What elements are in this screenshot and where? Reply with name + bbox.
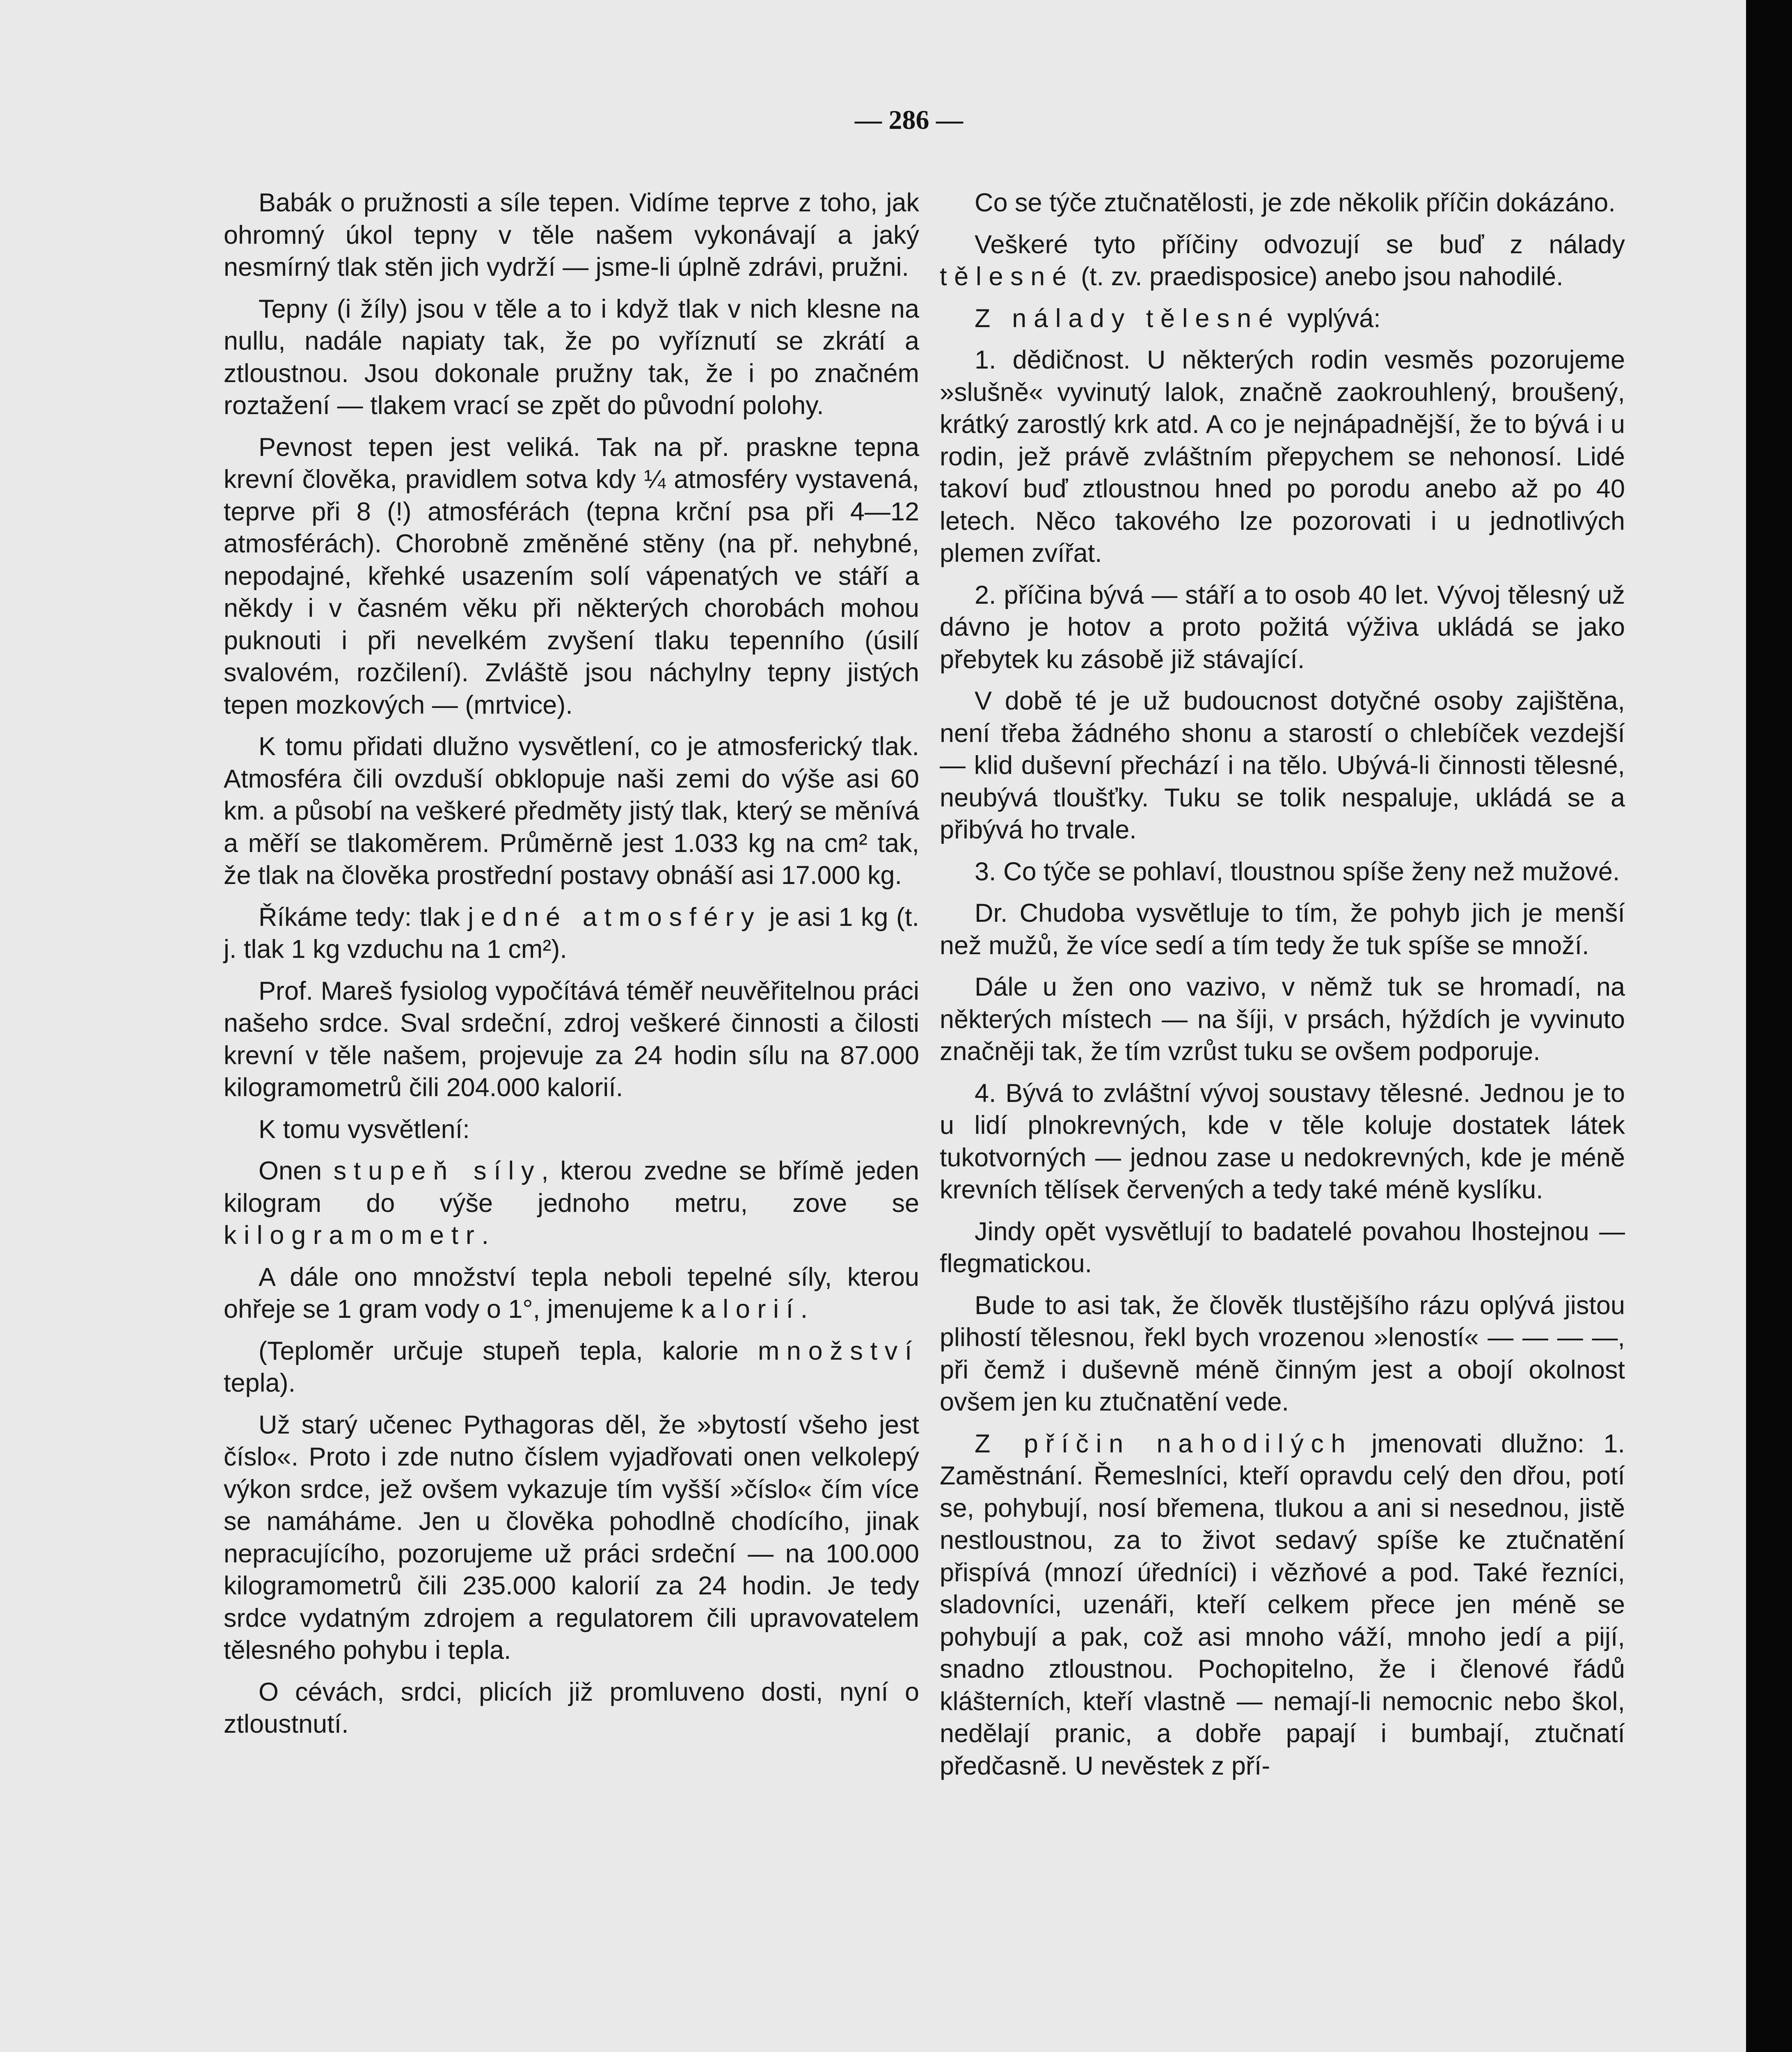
text-run: Jindy opět vysvětlují to badatelé povahou lhostejnou — flegmatickou. [940,1217,1625,1278]
paragraph [224,293,919,422]
paragraph [224,431,919,721]
text-run: . [800,1295,808,1324]
text-run: K tomu přidati dlužno vysvětlení, co je atmosferický tlak. Atmosféra čili ovzduší obklopuje naši zemi do výše asi 60 km. a působí na veškeré předměty jistý tlak, který se měnívá a měří se tlakoměrem. Průměrně jest 1.033 kg na cm² tak, že tlak na člověka prostřední postavy obnáší asi 17.000 kg. [224,732,919,890]
spaced-emphasis: stupeň síly [333,1157,542,1185]
text-run: (t. zv. praedisposice) anebo jsou nahodilé. [1073,262,1563,291]
paragraph [940,1428,1625,1782]
spaced-emphasis: množství [758,1336,919,1365]
scan-border [1746,0,1792,2052]
text-run: 2. příčina bývá — stáří a to osob 40 let. Vývoj tělesný už dávno je hotov a proto požitá výživa ukládá se jako přebytek ku zásobě již stávající. [940,580,1625,674]
text-run: 3. Co týče se pohlaví, tloustnou spíše ženy než mužové. [975,857,1620,886]
paragraph [940,187,1625,219]
paragraph [224,1155,919,1252]
text-run: A dále ono množství tepla neboli tepelné síly, kterou ohřeje se 1 gram vody o 1°, jmenujeme [224,1262,919,1324]
paragraph [940,897,1625,962]
spaced-emphasis: kalorií [681,1295,801,1324]
text-run: Dr. Chudoba vysvětluje to tím, že pohyb jich je menší než mužů, že více sedí a tím tedy že tuk spíše se množí. [940,899,1625,960]
text-run: vyplývá: [1280,304,1381,333]
paragraph [224,901,919,966]
page-number: — 286 — [855,105,963,135]
paragraph [224,1676,919,1741]
text-run: Prof. Mareš fysiolog vypočítává téměř neuvěřitelnou práci našeho srdce. Sval srdeční, zdroj veškeré činnosti a čilosti krevní v těle našem, projevuje za 24 hodin sílu na 87.000 kilogramometrů čili 204.000 kalorií. [224,976,919,1102]
text-run: tepla). [224,1369,296,1397]
paragraph [224,1335,919,1399]
paragraph [224,187,919,284]
spaced-emphasis: jedné atmosféry [468,902,762,932]
text-run: Tepny (i žíly) jsou v těle a to i když tlak v nich klesne na nullu, nadále napiaty tak, že po vyříznutí se zkrátí a ztloustnou. Jsou dokonale pružny tak, že i po značném roztažení — tlakem vrací se zpět do původní polohy. [224,294,919,420]
text-run: je asi 1 kg (t. j. tlak 1 kg vzduchu na 1 cm²). [224,902,919,964]
text-run: Onen [259,1157,334,1185]
paragraph [940,1216,1625,1280]
spaced-emphasis: tělesné [940,262,1074,291]
paragraph [940,971,1625,1068]
text-run: Babák o pružnosti a síle tepen. Vidíme teprve z toho, jak ohromný úkol tepny v těle našem vykonávají a jaký nesmírný tlak stěn jich vydrží — jsme-li úplně zdrávi, pružni. [224,188,919,282]
paragraph [224,1261,919,1326]
paragraph [940,344,1625,570]
text-run: Co se týče ztučnatělosti, je zde několik příčin dokázáno. [975,188,1616,217]
paragraph [940,229,1625,293]
text-run: . [481,1221,489,1250]
text-run: (Teploměr určuje stupeň tepla, kalorie [259,1336,758,1365]
spaced-emphasis: Z nálady tělesné [975,304,1280,333]
text-run: V době té je už budoucnost dotyčné osoby zajištěna, není třeba žádného shonu a starostí o chlebíček vezdejší — klid duševní přechází i na tělo. Ubývá-li činnosti tělesné, neubývá tloušťky. Tuku se tolik nespaluje, ukládá se a přibývá ho trvale. [940,687,1625,844]
paragraph [224,1409,919,1667]
text-run: jmenovati dlužno: 1. Zaměstnání. Řemeslníci, kteří opravdu celý den dřou, potí se, pohybují, nosí břemena, tlukou a ani si nesednou, jistě nestloustnou, za to život sedavý spíše ke ztučnatění přispívá (mnozí úředníci) i vězňové a pod. Také řezníci, sladovníci, uzenáři, kteří celkem přece jen méně se pohybují a pak, což asi mnoho váží, mnoho jedí a pijí, snadno ztloustnou. Pochopitelno, že i členové řádů klášterních, kteří vlastně — nemají-li nemocnic nebo škol, nedělají pranic, a dobře papají i bumbají, ztučnatí předčasně. U nevěstek z pří- [940,1429,1625,1780]
paragraph [224,1113,919,1146]
paragraph [940,579,1625,676]
left-text-column [224,187,919,1750]
text-run: Říkáme tedy: tlak [259,902,468,932]
spaced-emphasis: Z příčin nahodilých [975,1429,1353,1458]
text-run: K tomu vysvětlení: [259,1115,470,1144]
paragraph [940,856,1625,888]
paragraph [224,731,919,892]
paragraph [940,1289,1625,1418]
paragraph [940,685,1625,846]
text-run: Veškeré tyto příčiny odvozují se buď z nálady [975,230,1625,259]
text-run: O cévách, srdci, plicích již promluveno dosti, nyní o ztloustnutí. [224,1677,919,1738]
text-run: Už starý učenec Pythagoras děl, že »bytostí všeho jest číslo«. Proto i zde nutno číslem vyjadřovati onen velkolepý výkon srdce, jež ovšem vykazuje tím vyšší »číslo« čím více se namáháme. Jen u člověka pohodlně chodícího, jinak nepracujícího, pozorujeme už práci srdeční — na 100.000 kilogramometrů čili 235.000 kalorií za 24 hodin. Je tedy srdce vydatným zdrojem a regulatorem čili upravovatelem tělesného pohybu i tepla. [224,1410,919,1665]
spaced-emphasis: kilogramometr [224,1221,482,1250]
text-run: Dále u žen ono vazivo, v němž tuk se hromadí, na některých místech — na šíji, v prsách, hýždích je vyvinuto značněji tak, že tím vzrůst tuku se ovšem podporuje. [940,973,1625,1066]
text-run: Bude to asi tak, že člověk tlustějšího rázu oplývá jistou plihostí tělesnou, řekl bych vrozenou »leností« — — — —, při čemž i duševně méně činným jest a obojí okolnost ovšem jen ku ztučnatění vede. [940,1291,1625,1416]
right-text-column [940,187,1625,1791]
paragraph [224,975,919,1104]
paragraph [940,1077,1625,1206]
text-run: , kterou zvedne se břímě jeden kilogram do výše jednoho metru, zove se [224,1157,919,1218]
text-run: 4. Bývá to zvláštní vývoj soustavy tělesné. Jednou je to u lidí plnokrevných, kde v těle koluje dostatek látek tukotvorných — jednou zase u nedokrevných, kde je méně krevních tělísek červených a tedy také méně kyslíku. [940,1079,1625,1204]
text-run: Pevnost tepen jest veliká. Tak na př. praskne tepna krevní člověka, pravidlem sotva kdy ¼ atmosféry vystavená, teprve při 8 (!) atmosférách (tepna krční psa při 4—12 atmosférách). Chorobně změněné stěny (na př. nehybné, nepodajné, křehké usazením solí vápenatých ve stáří a někdy i v časném věku při některých chorobách mohou puknouti i při nevelkém zvyšení tlaku tepenního (úsilí svalovém, rozčilení). Zvláště jsou náchylny tepny jistých tepen mozkových — (mrtvice). [224,433,919,719]
text-run: 1. dědičnost. U některých rodin vesměs pozorujeme »slušně« vyvinutý lalok, značně zaokrouhlený, broušený, krátký zarostlý krk atd. A co je nejnápadnější, že to bývá i u rodin, jež právě zvláštním přepychem se nehonosí. Lidé takoví buď ztloustnou hned po porodu anebo až po 40 letech. Něco takového lze pozorovati i u jednotlivých plemen zvířat. [940,346,1625,568]
paragraph [940,302,1625,335]
